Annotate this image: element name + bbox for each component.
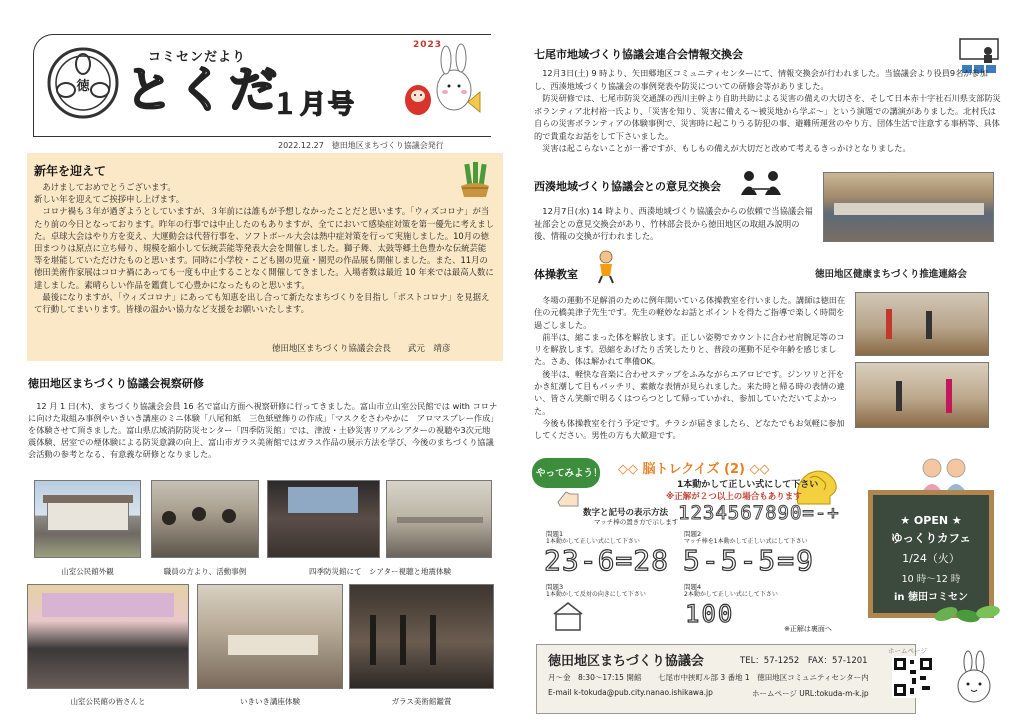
footer-hours: 月～金 8:30～17:15 開館 <box>548 673 642 682</box>
cafe-name: ゆっくりカフェ <box>891 531 971 545</box>
q2-equation: 5-5-5=9 <box>683 544 816 577</box>
publish-info: 2022.12.27 徳田地区まちづくり協議会発行 <box>278 141 444 150</box>
year-tag: 2023 <box>413 40 443 50</box>
issue-label: １月号 <box>272 90 357 120</box>
exchange-heading: 七尾市地域づくり協議会連合会情報交換会 <box>534 48 743 61</box>
q1-equation: 23-6=28 <box>544 544 670 577</box>
quiz-rule-1: 1本動かして正しい式にして下さい <box>677 480 819 490</box>
tour-caption-5: いきいき講座体験 <box>240 697 300 706</box>
new-year-body: あけましておめでとうございます。 新しい年を迎えてご挨拶申し上げます。 コロナ禍も３年が過ぎようとしていますが、３年前には誰もが予想しなかったことだと思います。「ウィズコロナ」が当たり前の今日となっております。昨年の行事では中止したのもありますが、全てにおいて感染症対策を第一優先に考えました。卓球大会はやり方を変え、大運動会は代替行事を、ソフトボール大会は熱中症対策を行って実施しました。10月の徳田まつりは原点に立ち帰り、規模を縮小して伝統芸能等発表大会を開催しました。獅子舞、太鼓等郷土色豊かな伝統芸能等を堪能していただけたものと思います。同時に小学校・こども園の児童・園児の作品展も開催しました。また、11月の徳田美術作家展はコロナ禍にあっても一度も中止することなく開催してきました。入場者数は最近 10 年来では最高人数に達しました。素晴らしい作品を鑑賞して心豊かになったものと思います。 最後になりますが、「ウィズコロナ」にあっても知恵を出し合って新たなまちづくりを目指し「ポストコロナ」を見据えて行動してまいります。皆様の温かい協力など支援をお願いいたします。 <box>34 182 494 315</box>
new-year-heading: 新年を迎えて <box>34 164 107 178</box>
q3-label: 問題3 <box>546 583 564 591</box>
tour-photo-earthquake <box>386 480 492 558</box>
cafe-date: 1/24（火） <box>902 552 960 565</box>
tour-caption-6: ガラス美術館鑑賞 <box>391 697 452 706</box>
tour-photo-theater <box>267 480 380 558</box>
new-year-signature: 徳田地区まちづくり協議会会長 武元 靖彦 <box>272 344 451 354</box>
cafe-place: in 徳田コミセン <box>893 592 969 603</box>
digits-label: 数字と記号の表示方法 <box>583 508 669 518</box>
quiz-badge-label: やってみよう！ <box>536 468 603 479</box>
digits-note: マッチ棒の置き方で示します <box>594 518 679 526</box>
svg-text:徳: 徳 <box>76 79 90 94</box>
tour-caption-2: 職員の方より、活動事例 <box>163 567 247 576</box>
quiz-rule-2: ※正解が２つ以上の場合もあります <box>666 492 802 502</box>
meeting-icon <box>740 170 782 196</box>
finger-icon <box>556 488 580 508</box>
rabbit-mascot-icon <box>950 650 1000 706</box>
nishiminato-photo <box>823 172 994 242</box>
nishiminato-heading: 西湊地域づくり協議会との意見交換会 <box>534 180 721 193</box>
q4-number: 100 <box>685 600 735 628</box>
masthead-title: とくだ <box>125 62 282 118</box>
masthead-bottom-rule <box>33 136 491 137</box>
tour-photo-briefing <box>151 480 259 558</box>
q4-label: 問題4 <box>684 583 702 591</box>
footer-homepage: ホームページ URL:tokuda-m-k.jp <box>752 689 869 698</box>
elderly-couple-illustration <box>912 456 976 492</box>
q3-note: 1本動かして反対の向きにして下さい <box>546 591 646 598</box>
exercise-person-icon <box>594 250 618 284</box>
footer-email: E-mail k-tokuda@pub.city.nanao.ishikawa.jp <box>548 688 713 697</box>
tour-body: 12 月 1 日(木)、まちづくり協議会会員 16 名で富山方面へ視察研修に行ってきました。富山市立山室公民館では with コロナに向けた取組み事例やいきいき講座のミニ体験「八尾和紙 三色紙壁飾りの作成」「マスクをさわやかに アロマスプレー作成」を体験させて頂きました。富山県広域消防防災センター「四季防災館」では、津波・土砂災害リアルシアターの視聴や3次元地震体験、居室での煙体験による防災意識の向上、富山市ガラス美術館ではガラス作品の展示方法を学び、今後のまちづくり協議会活動の参考となる、有意義な研修となりました。 <box>28 401 498 459</box>
footer-tel: TEL：57-1252 FAX：57-1201 <box>740 656 868 666</box>
exercise-body: 冬場の運動不足解消のために例年開いている体操教室を行いました。講師は徳田在住の元橋美津子先生です。先生の軽妙なお話とポイントを得たご指導で楽しく時間を過ごしました。 前半は、縮こまった体を解放します。正しい姿勢でカウントに合わせ肩腕足等のコリを解放します。恐縮をあげたり舌笑したりと、普段の運動不足や年齢を感じました。さあ、体は解かれて準備OK。 後半は、軽快な音楽に合わせステップをふみながらエアロビです。ジンワリと汗をかき紅潮して目もパッチリ、素敵な表情が見られました。来た時と帰る時の表情の違い、皆さん笑顔で明るくはつらつとして帰っていかれ、参加していただいてよかった。 今後も体操教室を行う予定です。チラシが届きましたら、どなたでもお気軽に参加してください。男性の方も大歓迎です。 <box>534 295 846 441</box>
footer-hp-label: ホームページ <box>888 647 927 655</box>
exercise-heading: 体操教室 <box>534 268 578 281</box>
leaf-decoration <box>932 600 1002 628</box>
exercise-org: 徳田地区健康まちづくり推進連絡会 <box>815 269 967 280</box>
tour-photo-group <box>27 584 189 689</box>
tour-heading: 徳田地区まちづくり協議会視察研修 <box>28 377 204 390</box>
nishiminato-body: 12月7日(水) 14 時より、西湊地域づくり協議会からの依頼で当協議会福祉部会との意見交換会があり、竹林部会長から徳田地区の取組み説明の後、情報の交換が行われました。 <box>534 206 813 241</box>
tokuda-seal-logo <box>46 46 120 120</box>
rabbit-daruma-illustration <box>398 40 482 124</box>
homepage-qr-code <box>892 656 934 698</box>
masthead-subtitle: コミセンだより <box>148 50 247 65</box>
q4-note: 2本動かして正しい式にして下さい <box>684 591 778 598</box>
q2-note: マッチ棒を1本動かして正しい式にして下さい <box>684 538 808 545</box>
cafe-time: 10 時～12 時 <box>901 574 961 585</box>
tour-photo-workshop <box>197 584 343 689</box>
exercise-photo-2 <box>855 362 989 428</box>
cafe-open: ★ OPEN ★ <box>900 514 962 527</box>
tour-photo-glass-museum <box>349 584 494 689</box>
answer-note: ※正解は裏面へ <box>784 625 832 633</box>
footer-org: 徳田地区まちづくり協議会 <box>548 654 704 669</box>
digits-sample: 1234567890=-+ <box>678 502 840 524</box>
tour-caption-3: 四季防災館にて シアター視聴と地震体験 <box>309 567 451 576</box>
q3-house-shape <box>550 600 586 632</box>
footer-address: 七尾市中挟町ル部 3 番地 1 徳田地区コミュニティセンター内 <box>658 673 869 682</box>
tour-caption-4: 山室公民館の皆さんと <box>70 697 146 706</box>
q2-label: 問題2 <box>684 530 702 538</box>
exercise-photo-1 <box>855 292 989 356</box>
quiz-title: ◇◇ 脳トレクイズ (2) ◇◇ <box>618 462 770 477</box>
q1-note: 1本動かして正しい式にして下さい <box>546 538 640 545</box>
tour-caption-1: 山室公民館外観 <box>61 567 114 576</box>
tour-photo-building <box>34 480 141 558</box>
q1-label: 問題1 <box>546 530 564 538</box>
exchange-body: 12月3日(土) 9 時より、矢田郷地区コミュニティセンターにて、情報交換会が行われました。当協議会より役員9名が参加し、西湊地域づくり協議会の事例発表や防災についての研修会等がありました。 防災研修では、七尾市防災交通課の西川主幹より自助共助による災害の備えの大切さを、そして日本赤十字社石川県支部防災ボランティア北村裕一氏より、「災害を知り、災害に備える～被災地から学ぶ～」という演題での講演がありました。北村氏は自らの災害ボランティアの体験事例で、災害時に起こりうる防犯の事、避難所運営のやり方、団体生活で注意する事柄等、具体的で貴重なお話をして下さいました。 災害は起こらないことが一番ですが、もしもの備えが大切だと改めて考えるきっかけとなりました。 <box>534 68 1001 153</box>
